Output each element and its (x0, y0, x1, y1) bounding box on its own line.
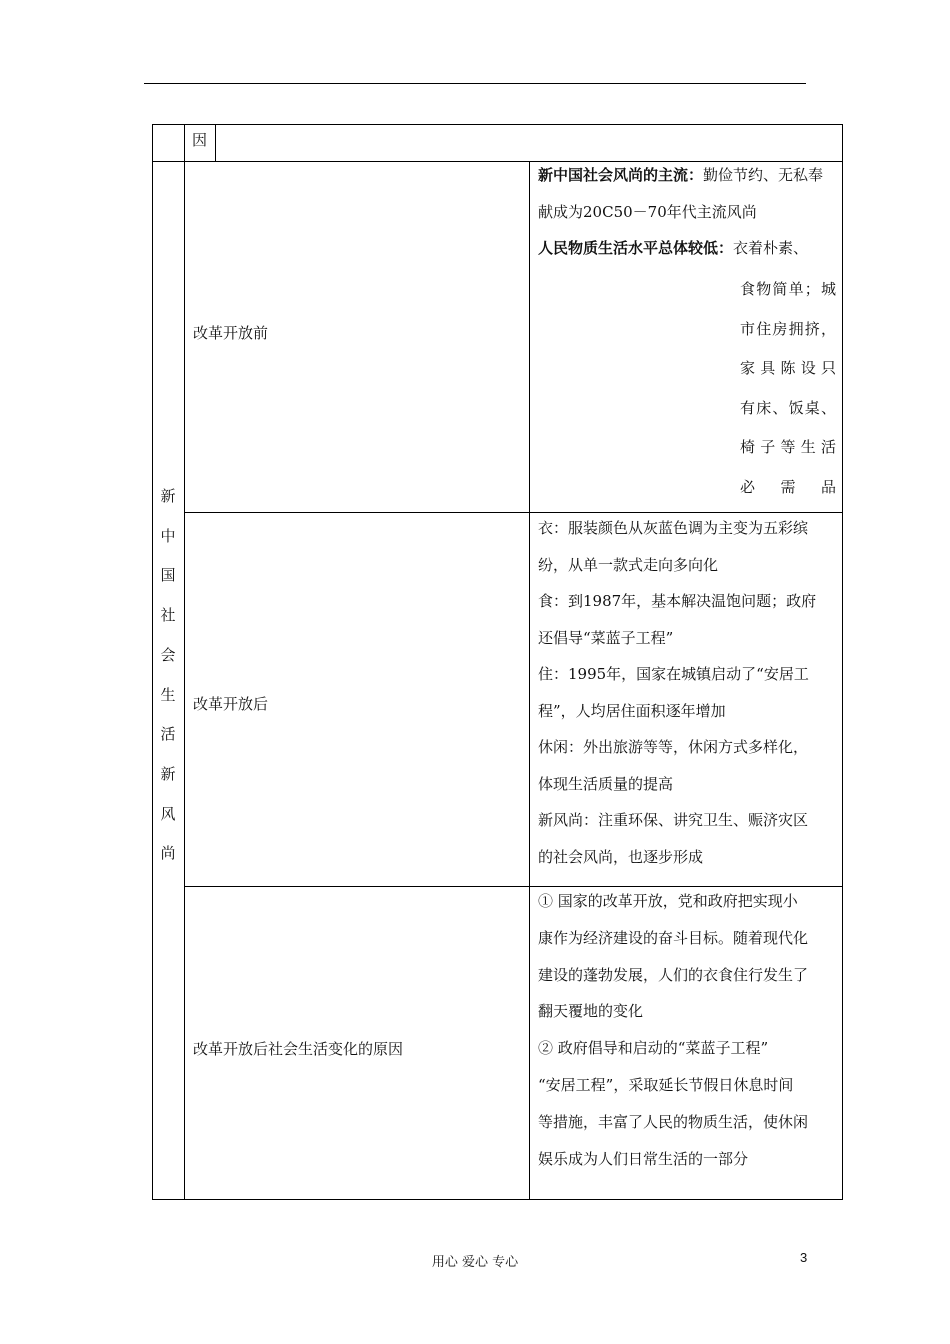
para-text: 衣着朴素、 (733, 239, 809, 257)
group-label-char: 新 (160, 764, 176, 783)
content-line: ① 国家的改革开放，党和政府把实现小 (538, 892, 798, 910)
para-heading: 新中国社会风尚的主流： (538, 166, 704, 184)
indented-line: 必需品 (740, 477, 836, 496)
top-fragment-cell: 因 (192, 131, 208, 149)
indented-line: 家具陈设只 (740, 359, 836, 377)
content-line: 纷，从单一款式走向多向化 (538, 555, 719, 574)
row-label-change-reasons: 改革开放后社会生活变化的原因 (193, 1040, 404, 1058)
para-heading: 人民物质生活水平总体较低： (538, 239, 734, 257)
group-label-char: 尚 (160, 844, 176, 863)
content-line: ② 政府倡导和启动的“菜蓝子工程” (538, 1039, 769, 1058)
group-label-char: 活 (160, 725, 176, 744)
content-line: 住：1995年，国家在城镇启动了“安居工 (538, 665, 809, 683)
group-label-char: 国 (160, 566, 176, 585)
content-line: 体现生活质量的提高 (538, 774, 674, 793)
indented-line: 椅子等生活 (740, 438, 836, 456)
content-line: 娱乐成为人们日常生活的一部分 (538, 1149, 749, 1168)
indented-line: 有床、饭桌、 (740, 398, 836, 417)
row-content-change-reasons (538, 883, 838, 1177)
content-line: 食：到1987年，基本解决温饱问题；政府 (538, 592, 817, 610)
content-line: 还倡导“菜蓝子工程” (538, 628, 674, 647)
content-line: 建设的蓬勃发展，人们的衣食住行发生了 (538, 965, 809, 984)
page-number: 3 (800, 1250, 808, 1265)
group-label-vertical (152, 477, 184, 874)
group-label-char: 会 (160, 645, 176, 664)
content-line: 等措施，丰富了人民的物质生活，使休闲 (538, 1112, 809, 1131)
row-label-after-reform: 改革开放后 (193, 695, 269, 713)
content-line: 新风尚：注重环保、讲究卫生、赈济灾区 (538, 811, 809, 829)
content-line: 程”，人均居住面积逐年增加 (538, 701, 726, 720)
content-line: 翻天覆地的变化 (538, 1002, 644, 1021)
header-rule (144, 83, 806, 84)
indented-line: 市住房拥挤， (740, 319, 836, 338)
content-line: “安居工程”，采取延长节假日休息时间 (538, 1075, 794, 1094)
group-label-char: 新 (160, 487, 176, 505)
indented-line: 食物简单；城 (740, 280, 836, 298)
row-content-before-reform (538, 157, 838, 267)
group-label-char: 中 (160, 526, 176, 545)
group-label-char: 生 (160, 685, 176, 704)
content-line: 康作为经济建设的奋斗目标。随着现代化 (538, 928, 809, 947)
row-label-before-reform: 改革开放前 (193, 324, 269, 342)
content-line: 休闲：外出旅游等等，休闲方式多样化， (538, 738, 809, 756)
content-line: 衣：服装颜色从灰蓝色调为主变为五彩缤 (538, 519, 809, 537)
group-label-char: 社 (160, 606, 176, 625)
row-content-after-reform (538, 510, 838, 875)
indented-list (740, 270, 836, 507)
footer-motto: 用心 爱心 专心 (431, 1255, 519, 1270)
content-line: 的社会风尚，也逐步形成 (538, 847, 704, 866)
group-label-char: 风 (160, 804, 176, 823)
para-text: 勤俭节约、无私奉献成为20C50－70年代主流风尚 (538, 166, 824, 221)
